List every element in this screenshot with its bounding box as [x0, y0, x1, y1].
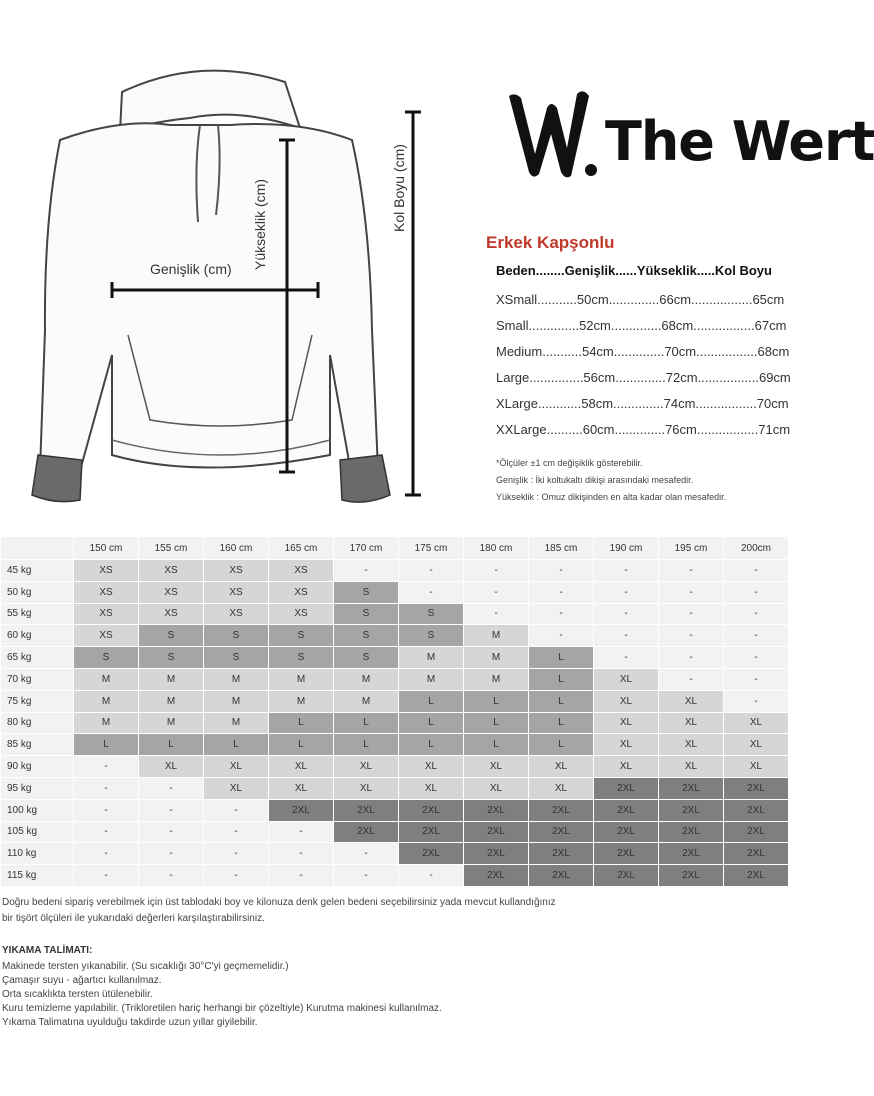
- grid-size-cell: M: [464, 668, 529, 690]
- grid-size-cell: XL: [204, 777, 269, 799]
- grid-size-cell: L: [204, 734, 269, 756]
- brand-logo-mark: [505, 82, 597, 182]
- grid-row: [1, 777, 789, 799]
- grid-size-cell: XL: [529, 777, 594, 799]
- grid-height-header: 180 cm: [464, 537, 529, 560]
- grid-size-cell: XS: [204, 560, 269, 582]
- grid-row: [1, 865, 789, 887]
- grid-row: [1, 647, 789, 669]
- grid-size-cell: XL: [399, 756, 464, 778]
- grid-weight-header: 105 kg: [1, 821, 74, 843]
- grid-size-cell: -: [464, 581, 529, 603]
- grid-size-cell: XL: [724, 756, 789, 778]
- grid-weight-header: 110 kg: [1, 843, 74, 865]
- grid-size-cell: XS: [204, 603, 269, 625]
- grid-weight-header: 75 kg: [1, 690, 74, 712]
- grid-weight-header: 115 kg: [1, 865, 74, 887]
- grid-size-cell: XS: [74, 603, 139, 625]
- grid-size-cell: L: [399, 712, 464, 734]
- grid-size-cell: L: [399, 734, 464, 756]
- grid-size-cell: -: [399, 560, 464, 582]
- grid-size-cell: L: [139, 734, 204, 756]
- washing-title: YIKAMA TALİMATI:: [2, 945, 93, 956]
- grid-size-cell: L: [399, 690, 464, 712]
- grid-size-cell: XS: [139, 603, 204, 625]
- grid-height-header: 155 cm: [139, 537, 204, 560]
- grid-size-cell: XL: [464, 777, 529, 799]
- size-row-xlarge: XLarge............58cm..............74cm.................70cm: [496, 396, 789, 411]
- grid-size-cell: S: [139, 647, 204, 669]
- grid-size-cell: L: [74, 734, 139, 756]
- grid-weight-header: 90 kg: [1, 756, 74, 778]
- washing-item: Kuru temizleme yapılabilir. (Trikloretilen hariç herhangi bir çözeltiyle) Kurutma makinesi kullanılmaz.: [2, 1003, 442, 1014]
- width-label: Genişlik (cm): [150, 261, 232, 277]
- grid-size-cell: -: [399, 865, 464, 887]
- grid-size-cell: -: [724, 603, 789, 625]
- grid-size-cell: XL: [724, 712, 789, 734]
- grid-weight-header: 45 kg: [1, 560, 74, 582]
- grid-size-cell: M: [464, 625, 529, 647]
- hoodie-right-cuff: [340, 455, 390, 502]
- product-info-section: [0, 0, 874, 530]
- grid-size-cell: -: [724, 668, 789, 690]
- washing-item: Orta sıcaklıkta tersten ütülenebilir.: [2, 989, 153, 1000]
- grid-size-cell: 2XL: [724, 865, 789, 887]
- grid-size-cell: S: [334, 581, 399, 603]
- grid-size-cell: L: [529, 668, 594, 690]
- grid-size-cell: XL: [594, 668, 659, 690]
- height-label: Yükseklik (cm): [252, 178, 268, 270]
- grid-size-cell: -: [334, 865, 399, 887]
- grid-size-cell: -: [204, 821, 269, 843]
- grid-size-cell: XS: [269, 581, 334, 603]
- grid-size-cell: -: [204, 843, 269, 865]
- grid-size-cell: XL: [334, 777, 399, 799]
- grid-size-cell: S: [399, 603, 464, 625]
- hoodie-left-cuff: [32, 455, 82, 502]
- grid-size-cell: -: [464, 560, 529, 582]
- grid-size-cell: XL: [334, 756, 399, 778]
- grid-size-cell: 2XL: [464, 821, 529, 843]
- grid-size-cell: -: [269, 865, 334, 887]
- grid-size-cell: -: [594, 647, 659, 669]
- grid-size-cell: XL: [139, 756, 204, 778]
- grid-size-cell: -: [139, 777, 204, 799]
- washing-item: Çamaşır suyu - ağartıcı kullanılmaz.: [2, 975, 162, 986]
- grid-size-cell: L: [334, 712, 399, 734]
- grid-size-cell: M: [139, 712, 204, 734]
- grid-size-cell: 2XL: [464, 799, 529, 821]
- size-row-xxlarge: XXLarge..........60cm..............76cm.................71cm: [496, 422, 791, 437]
- grid-size-cell: 2XL: [659, 777, 724, 799]
- size-row-medium: Medium...........54cm..............70cm.................68cm: [496, 344, 790, 359]
- grid-size-cell: M: [139, 690, 204, 712]
- grid-size-cell: M: [399, 647, 464, 669]
- grid-size-cell: 2XL: [399, 799, 464, 821]
- sleeve-length-label: Kol Boyu (cm): [391, 144, 407, 232]
- grid-row: [1, 603, 789, 625]
- grid-size-cell: 2XL: [594, 799, 659, 821]
- size-guide-intro: [2, 895, 798, 927]
- grid-size-cell: -: [659, 625, 724, 647]
- grid-size-cell: XL: [464, 756, 529, 778]
- grid-size-cell: XS: [139, 581, 204, 603]
- grid-size-cell: XS: [74, 581, 139, 603]
- grid-size-cell: 2XL: [659, 843, 724, 865]
- grid-size-cell: -: [74, 799, 139, 821]
- grid-size-cell: 2XL: [399, 843, 464, 865]
- grid-size-cell: -: [724, 647, 789, 669]
- grid-size-cell: M: [204, 690, 269, 712]
- grid-row: [1, 734, 789, 756]
- grid-size-cell: -: [139, 799, 204, 821]
- grid-size-cell: S: [269, 647, 334, 669]
- intro-line: bir tişört ölçüleri ile yukarıdaki değerleri karşılaştırabilirsiniz.: [2, 913, 265, 924]
- grid-size-cell: -: [659, 647, 724, 669]
- grid-size-cell: S: [204, 625, 269, 647]
- grid-size-cell: M: [334, 690, 399, 712]
- grid-size-cell: -: [594, 560, 659, 582]
- grid-size-cell: L: [529, 647, 594, 669]
- grid-size-cell: -: [724, 560, 789, 582]
- grid-size-cell: 2XL: [529, 799, 594, 821]
- grid-height-header: 150 cm: [74, 537, 139, 560]
- grid-weight-header: 100 kg: [1, 799, 74, 821]
- grid-size-cell: 2XL: [594, 865, 659, 887]
- grid-weight-header: 50 kg: [1, 581, 74, 603]
- instructions-section: [2, 895, 798, 1030]
- hoodie-diagram: [0, 60, 420, 510]
- grid-size-cell: S: [334, 603, 399, 625]
- grid-size-cell: 2XL: [724, 821, 789, 843]
- grid-size-cell: 2XL: [399, 821, 464, 843]
- note-tolerance: *Ölçüler ±1 cm değişiklik gösterebilir.: [496, 458, 643, 468]
- grid-size-cell: -: [399, 581, 464, 603]
- grid-size-cell: S: [74, 647, 139, 669]
- grid-size-cell: M: [464, 647, 529, 669]
- grid-size-cell: -: [464, 603, 529, 625]
- size-table-title: Erkek Kapşonlu: [486, 233, 615, 252]
- grid-size-cell: L: [464, 734, 529, 756]
- grid-size-cell: L: [464, 690, 529, 712]
- grid-size-cell: 2XL: [724, 843, 789, 865]
- grid-size-cell: XL: [659, 690, 724, 712]
- grid-size-cell: -: [594, 603, 659, 625]
- grid-size-cell: XL: [269, 777, 334, 799]
- grid-size-cell: 2XL: [269, 799, 334, 821]
- grid-size-cell: -: [74, 777, 139, 799]
- grid-size-cell: S: [269, 625, 334, 647]
- grid-corner: [1, 537, 74, 560]
- grid-size-cell: -: [659, 603, 724, 625]
- grid-size-cell: XL: [659, 712, 724, 734]
- height-weight-size-grid: [0, 536, 789, 887]
- washing-instructions: [2, 960, 798, 1030]
- grid-size-cell: XL: [594, 734, 659, 756]
- grid-size-cell: L: [269, 734, 334, 756]
- brand-logo: [505, 82, 874, 192]
- grid-size-cell: 2XL: [594, 821, 659, 843]
- grid-row: [1, 581, 789, 603]
- grid-size-cell: L: [269, 712, 334, 734]
- grid-weight-header: 85 kg: [1, 734, 74, 756]
- grid-size-cell: -: [529, 560, 594, 582]
- grid-size-cell: 2XL: [659, 865, 724, 887]
- grid-size-cell: M: [269, 668, 334, 690]
- grid-size-cell: -: [529, 603, 594, 625]
- grid-size-cell: L: [529, 712, 594, 734]
- grid-size-cell: 2XL: [464, 843, 529, 865]
- grid-row: [1, 712, 789, 734]
- grid-size-cell: -: [269, 843, 334, 865]
- grid-weight-header: 60 kg: [1, 625, 74, 647]
- grid-weight-header: 95 kg: [1, 777, 74, 799]
- grid-size-cell: 2XL: [464, 865, 529, 887]
- grid-size-cell: XL: [399, 777, 464, 799]
- grid-size-cell: -: [529, 581, 594, 603]
- note-width: Genişlik : İki koltukaltı dikişi arasındaki mesafedir.: [496, 475, 694, 485]
- grid-size-cell: S: [399, 625, 464, 647]
- grid-weight-header: 55 kg: [1, 603, 74, 625]
- grid-size-cell: -: [659, 668, 724, 690]
- hoodie-body: [40, 123, 378, 478]
- grid-row: [1, 690, 789, 712]
- grid-size-cell: 2XL: [659, 799, 724, 821]
- grid-size-cell: -: [204, 799, 269, 821]
- grid-size-cell: 2XL: [334, 799, 399, 821]
- grid-size-cell: S: [334, 625, 399, 647]
- grid-size-cell: 2XL: [594, 777, 659, 799]
- grid-header-row: [1, 537, 789, 560]
- grid-size-cell: -: [334, 843, 399, 865]
- grid-height-header: 165 cm: [269, 537, 334, 560]
- grid-size-cell: S: [334, 647, 399, 669]
- grid-size-cell: 2XL: [334, 821, 399, 843]
- washing-item: Makinede tersten yıkanabilir. (Su sıcaklığı 30°C'yi geçmemelidir.): [2, 961, 289, 972]
- grid-size-cell: -: [74, 843, 139, 865]
- grid-size-cell: 2XL: [529, 821, 594, 843]
- grid-height-header: 185 cm: [529, 537, 594, 560]
- grid-size-cell: -: [74, 821, 139, 843]
- grid-size-cell: -: [724, 581, 789, 603]
- grid-size-cell: -: [659, 581, 724, 603]
- grid-size-cell: L: [334, 734, 399, 756]
- grid-size-cell: XL: [659, 734, 724, 756]
- grid-size-cell: L: [529, 690, 594, 712]
- grid-size-cell: XL: [269, 756, 334, 778]
- grid-size-cell: -: [139, 865, 204, 887]
- grid-size-cell: -: [139, 821, 204, 843]
- grid-size-cell: -: [334, 560, 399, 582]
- grid-weight-header: 80 kg: [1, 712, 74, 734]
- size-row-xsmall: XSmall...........50cm..............66cm.................65cm: [496, 292, 785, 307]
- grid-size-cell: -: [269, 821, 334, 843]
- grid-size-cell: XS: [74, 560, 139, 582]
- note-height: Yükseklik : Omuz dikişinden en alta kadar olan mesafedir.: [496, 492, 727, 502]
- grid-size-cell: XL: [659, 756, 724, 778]
- grid-size-cell: -: [204, 865, 269, 887]
- grid-row: [1, 799, 789, 821]
- grid-size-cell: XL: [594, 756, 659, 778]
- grid-size-cell: 2XL: [529, 865, 594, 887]
- grid-size-cell: XS: [139, 560, 204, 582]
- grid-row: [1, 821, 789, 843]
- grid-size-cell: XS: [204, 581, 269, 603]
- grid-size-cell: -: [529, 625, 594, 647]
- washing-item: Yıkama Talimatına uyulduğu takdirde uzun yıllar giyilebilir.: [2, 1017, 258, 1028]
- grid-size-cell: -: [724, 690, 789, 712]
- grid-row: [1, 756, 789, 778]
- grid-height-header: 175 cm: [399, 537, 464, 560]
- size-row-small: Small..............52cm..............68cm.................67cm: [496, 318, 787, 333]
- grid-size-cell: XL: [594, 690, 659, 712]
- grid-size-cell: XL: [204, 756, 269, 778]
- grid-size-cell: -: [139, 843, 204, 865]
- grid-size-cell: M: [204, 712, 269, 734]
- size-row-large: Large...............56cm..............72cm.................69cm: [496, 370, 791, 385]
- grid-height-header: 190 cm: [594, 537, 659, 560]
- grid-height-header: 200cm: [724, 537, 789, 560]
- grid-size-cell: -: [724, 625, 789, 647]
- intro-line: Doğru bedeni sipariş verebilmek için üst tablodaki boy ve kilonuza denk gelen bedeni seçebilirsiniz yada mevcut kullandığınız: [2, 897, 556, 908]
- grid-height-header: 160 cm: [204, 537, 269, 560]
- grid-size-cell: L: [529, 734, 594, 756]
- grid-size-cell: M: [399, 668, 464, 690]
- grid-size-cell: XS: [74, 625, 139, 647]
- grid-row: [1, 625, 789, 647]
- size-table-header: Beden........Genişlik......Yükseklik.....Kol Boyu: [496, 263, 772, 278]
- grid-size-cell: 2XL: [659, 821, 724, 843]
- grid-size-cell: 2XL: [529, 843, 594, 865]
- grid-height-header: 170 cm: [334, 537, 399, 560]
- grid-size-cell: M: [74, 712, 139, 734]
- grid-size-cell: 2XL: [594, 843, 659, 865]
- grid-size-cell: -: [594, 625, 659, 647]
- grid-size-cell: 2XL: [724, 777, 789, 799]
- grid-size-cell: 2XL: [724, 799, 789, 821]
- grid-size-cell: XS: [269, 603, 334, 625]
- grid-weight-header: 65 kg: [1, 647, 74, 669]
- grid-size-cell: S: [139, 625, 204, 647]
- grid-row: [1, 843, 789, 865]
- grid-size-cell: M: [74, 668, 139, 690]
- grid-size-cell: S: [204, 647, 269, 669]
- grid-size-cell: M: [334, 668, 399, 690]
- grid-size-cell: M: [74, 690, 139, 712]
- grid-weight-header: 70 kg: [1, 668, 74, 690]
- grid-size-cell: XL: [724, 734, 789, 756]
- grid-size-cell: M: [204, 668, 269, 690]
- grid-size-cell: XL: [594, 712, 659, 734]
- grid-size-cell: -: [74, 865, 139, 887]
- grid-size-cell: XL: [529, 756, 594, 778]
- grid-size-cell: -: [659, 560, 724, 582]
- grid-row: [1, 560, 789, 582]
- size-notes: [496, 455, 726, 506]
- grid-size-cell: XS: [269, 560, 334, 582]
- grid-size-cell: -: [594, 581, 659, 603]
- brand-name: The Wert: [605, 110, 874, 173]
- grid-size-cell: M: [269, 690, 334, 712]
- grid-size-cell: L: [464, 712, 529, 734]
- grid-size-cell: M: [139, 668, 204, 690]
- grid-row: [1, 668, 789, 690]
- grid-height-header: 195 cm: [659, 537, 724, 560]
- grid-size-cell: -: [74, 756, 139, 778]
